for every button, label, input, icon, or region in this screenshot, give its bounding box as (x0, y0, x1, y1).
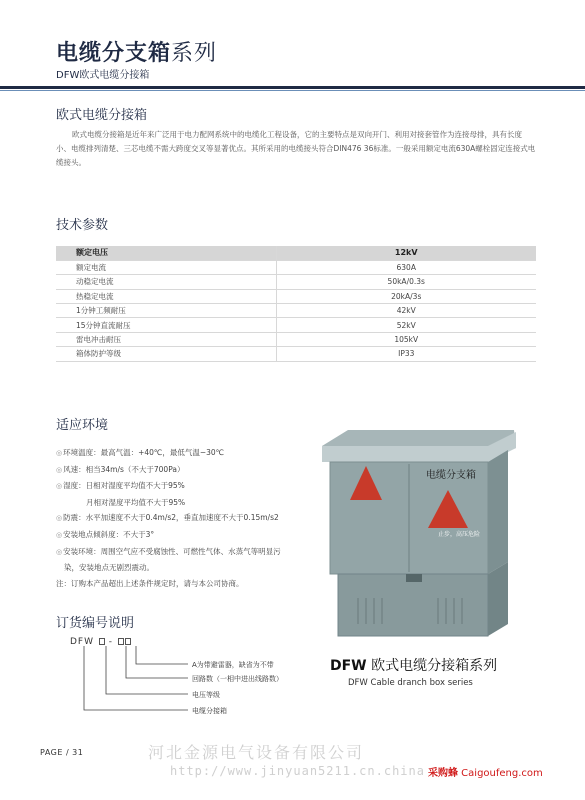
page-title-light: 系列 (171, 41, 218, 66)
spec-value: 50kA/0.3s (276, 275, 536, 289)
spec-label: 1分钟工频耐压 (56, 304, 276, 318)
list-item: 月相对湿度平均值不大于95% (86, 497, 186, 507)
section-heading-order-code: 订货编号说明 (56, 616, 135, 631)
box-label: 电缆分支箱 (426, 470, 476, 481)
legend-item: 回路数（一相中进出线路数） (192, 675, 283, 683)
bullet-icon: ◎ (56, 514, 63, 523)
spec-label: 额定电流 (56, 260, 276, 274)
list-item: ◎防震：水平加速度不大于0.4m/s2，垂直加速度不大于0.15m/s2 (56, 513, 279, 523)
legend-item: 电缆分接箱 (192, 707, 227, 715)
list-item: ◎风速：相当34m/s（不大于700Pa） (56, 464, 185, 474)
page-number: PAGE / 31 (40, 748, 84, 757)
section-heading-environment: 适应环境 (56, 418, 109, 433)
legend-item: A为带避雷器，缺省为不带 (192, 661, 274, 669)
spec-label: 热稳定电流 (56, 289, 276, 303)
product-caption (330, 655, 497, 675)
spec-value: 20kA/3s (276, 289, 536, 303)
spec-value: 12kV (276, 246, 536, 260)
order-code-prefix: DFW (70, 637, 95, 647)
warning-text: 止步，高压危险 (438, 531, 481, 538)
list-item: 注：订购本产品超出上述条件规定时，请与本公司协商。 (56, 578, 244, 588)
legend-item: 电压等级 (192, 691, 220, 699)
page-subtitle: DFW欧式电缆分接箱 (56, 70, 150, 81)
watermark-company: 河北金源电气设备有限公司 (148, 743, 365, 762)
spec-value: IP33 (276, 347, 536, 361)
spec-value: 42kV (276, 304, 536, 318)
spec-value: 105kV (276, 332, 536, 346)
spec-label: 15分钟直流耐压 (56, 318, 276, 332)
bullet-icon: ◎ (56, 547, 63, 556)
spec-value: 52kV (276, 318, 536, 332)
list-item: 染，安装地点无剧烈震动。 (64, 563, 154, 573)
bullet-icon: ◎ (56, 530, 63, 539)
product-caption-text: 欧式电缆分接箱系列 (366, 658, 498, 674)
source-name: 采购蜂 (428, 768, 458, 779)
spec-label: 动稳定电流 (56, 275, 276, 289)
source-watermark (428, 764, 543, 779)
bullet-icon: ◎ (56, 482, 63, 491)
source-domain: Caigoufeng.com (458, 768, 543, 779)
section-heading-intro: 欧式电缆分接箱 (56, 108, 148, 123)
page-title-bold: 电缆分支箱 (56, 41, 172, 66)
order-code: DFW - (70, 637, 131, 647)
product-caption-en: DFW Cable dranch box series (348, 678, 473, 688)
bullet-icon: ◎ (56, 449, 63, 457)
spec-value: 630A (276, 260, 536, 274)
bullet-icon: ◎ (56, 465, 63, 474)
list-item: ◎安装环境：周围空气应不受腐蚀性、可燃性气体、水蒸气等明显污 (56, 546, 281, 556)
list-item: ◎湿度：日相对湿度平均值不大于95% (56, 481, 185, 491)
spec-label: 额定电压 (56, 246, 276, 260)
spec-label: 雷电冲击耐压 (56, 332, 276, 346)
list-item: ◎安装地点倾斜度：不大于3° (56, 529, 155, 539)
list-item: ◎环境温度：最高气温：+40℃，最低气温−30℃ (56, 448, 225, 457)
section-heading-specs: 技术参数 (56, 218, 109, 233)
intro-paragraph: 欧式电缆分接箱是近年来广泛用于电力配网系统中的电缆化工程设备，它的主要特点是双向开门、利用对接套管作为连接母排，具有长度小、电缆排列清楚、三芯电缆不需大跨度交叉等显著优点。其所采用的电缆接头符合DIN476 36标准。一般采用额定电流630A螺栓固定连接式电缆接头。 (56, 130, 536, 167)
product-caption-code: DFW (330, 658, 367, 674)
watermark-url: http://www.jinyuan5211.cn.china (170, 764, 425, 778)
spec-label: 箱体防护等级 (56, 347, 276, 361)
